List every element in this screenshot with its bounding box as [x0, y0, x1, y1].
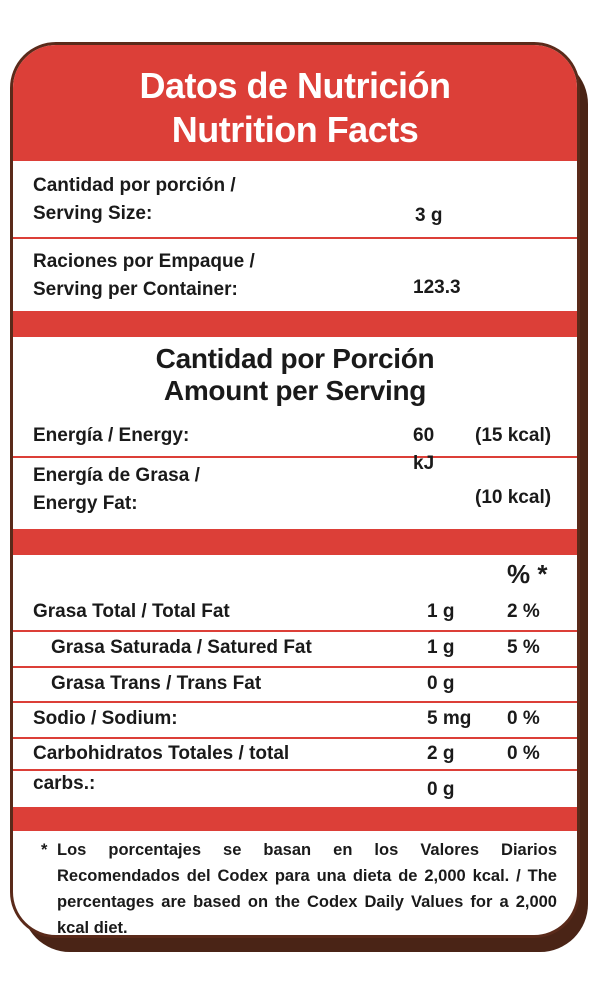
divider — [13, 701, 577, 703]
section-bar — [13, 311, 577, 337]
nutrient-amount: 0 g — [427, 673, 455, 694]
nutrient-amount: 1 g — [427, 637, 455, 658]
nutrient-label: Grasa Total / Total Fat — [33, 601, 230, 622]
percent-daily-header: % * — [507, 559, 548, 589]
energy-kcal: (15 kcal) — [475, 425, 552, 446]
servings-container-label-es: Raciones por Empaque / — [33, 251, 255, 272]
title-english: Nutrition Facts — [171, 109, 419, 150]
energy-unit: kJ — [413, 453, 435, 474]
energy-fat-label-en: Energy Fat: — [33, 493, 138, 514]
nutrient-label: Grasa Trans / Trans Fat — [51, 673, 262, 694]
divider — [13, 737, 577, 739]
nutrient-label: Carbohidratos Totales / total — [33, 743, 290, 764]
energy-label: Energía / Energy: — [33, 425, 190, 446]
section-bar — [13, 807, 577, 831]
divider — [13, 237, 577, 239]
energy-fat-label-es: Energía de Grasa / — [33, 465, 200, 486]
serving-size-label-es: Cantidad por porción / — [33, 175, 236, 196]
divider — [13, 769, 577, 771]
section-bar — [13, 529, 577, 555]
nutrient-amount: 1 g — [427, 601, 455, 622]
nutrient-amount: 0 g — [427, 779, 455, 800]
nutrient-label-continued: carbs.: — [33, 773, 96, 794]
nutrient-label: Sodio / Sodium: — [33, 708, 178, 729]
energy-value: 60 — [413, 425, 435, 446]
divider — [13, 456, 577, 458]
serving-size-label-en: Serving Size: — [33, 203, 153, 224]
amount-title-english: Amount per Serving — [163, 375, 427, 406]
nutrient-percent: 0 % — [507, 708, 540, 729]
servings-container-label-en: Serving per Container: — [33, 279, 238, 300]
amount-title-spanish: Cantidad por Porción — [155, 343, 435, 374]
servings-container-value: 123.3 — [413, 277, 461, 298]
nutrient-amount: 5 mg — [427, 708, 472, 729]
title-spanish: Datos de Nutrición — [139, 65, 451, 106]
nutrient-percent: 5 % — [507, 637, 540, 658]
footnote-text: Los porcentajes se basan en los Valores Diarios Recomendados del Codex para una dieta de 2,000 kcal. / The percentages are based on the Codex Daily Values for a 2,000 kcal diet. — [57, 841, 557, 937]
label-header — [13, 45, 577, 161]
nutrient-label: Grasa Saturada / Satured Fat — [51, 637, 312, 658]
nutrient-percent: 2 % — [507, 601, 540, 622]
divider — [13, 666, 577, 668]
divider — [13, 630, 577, 632]
nutrient-amount: 2 g — [427, 743, 455, 764]
nutrient-percent: 0 % — [507, 743, 540, 764]
footnote-marker: * — [41, 841, 48, 859]
nutrition-label — [10, 42, 580, 938]
serving-size-value: 3 g — [415, 205, 443, 226]
energy-fat-kcal: (10 kcal) — [475, 487, 552, 508]
